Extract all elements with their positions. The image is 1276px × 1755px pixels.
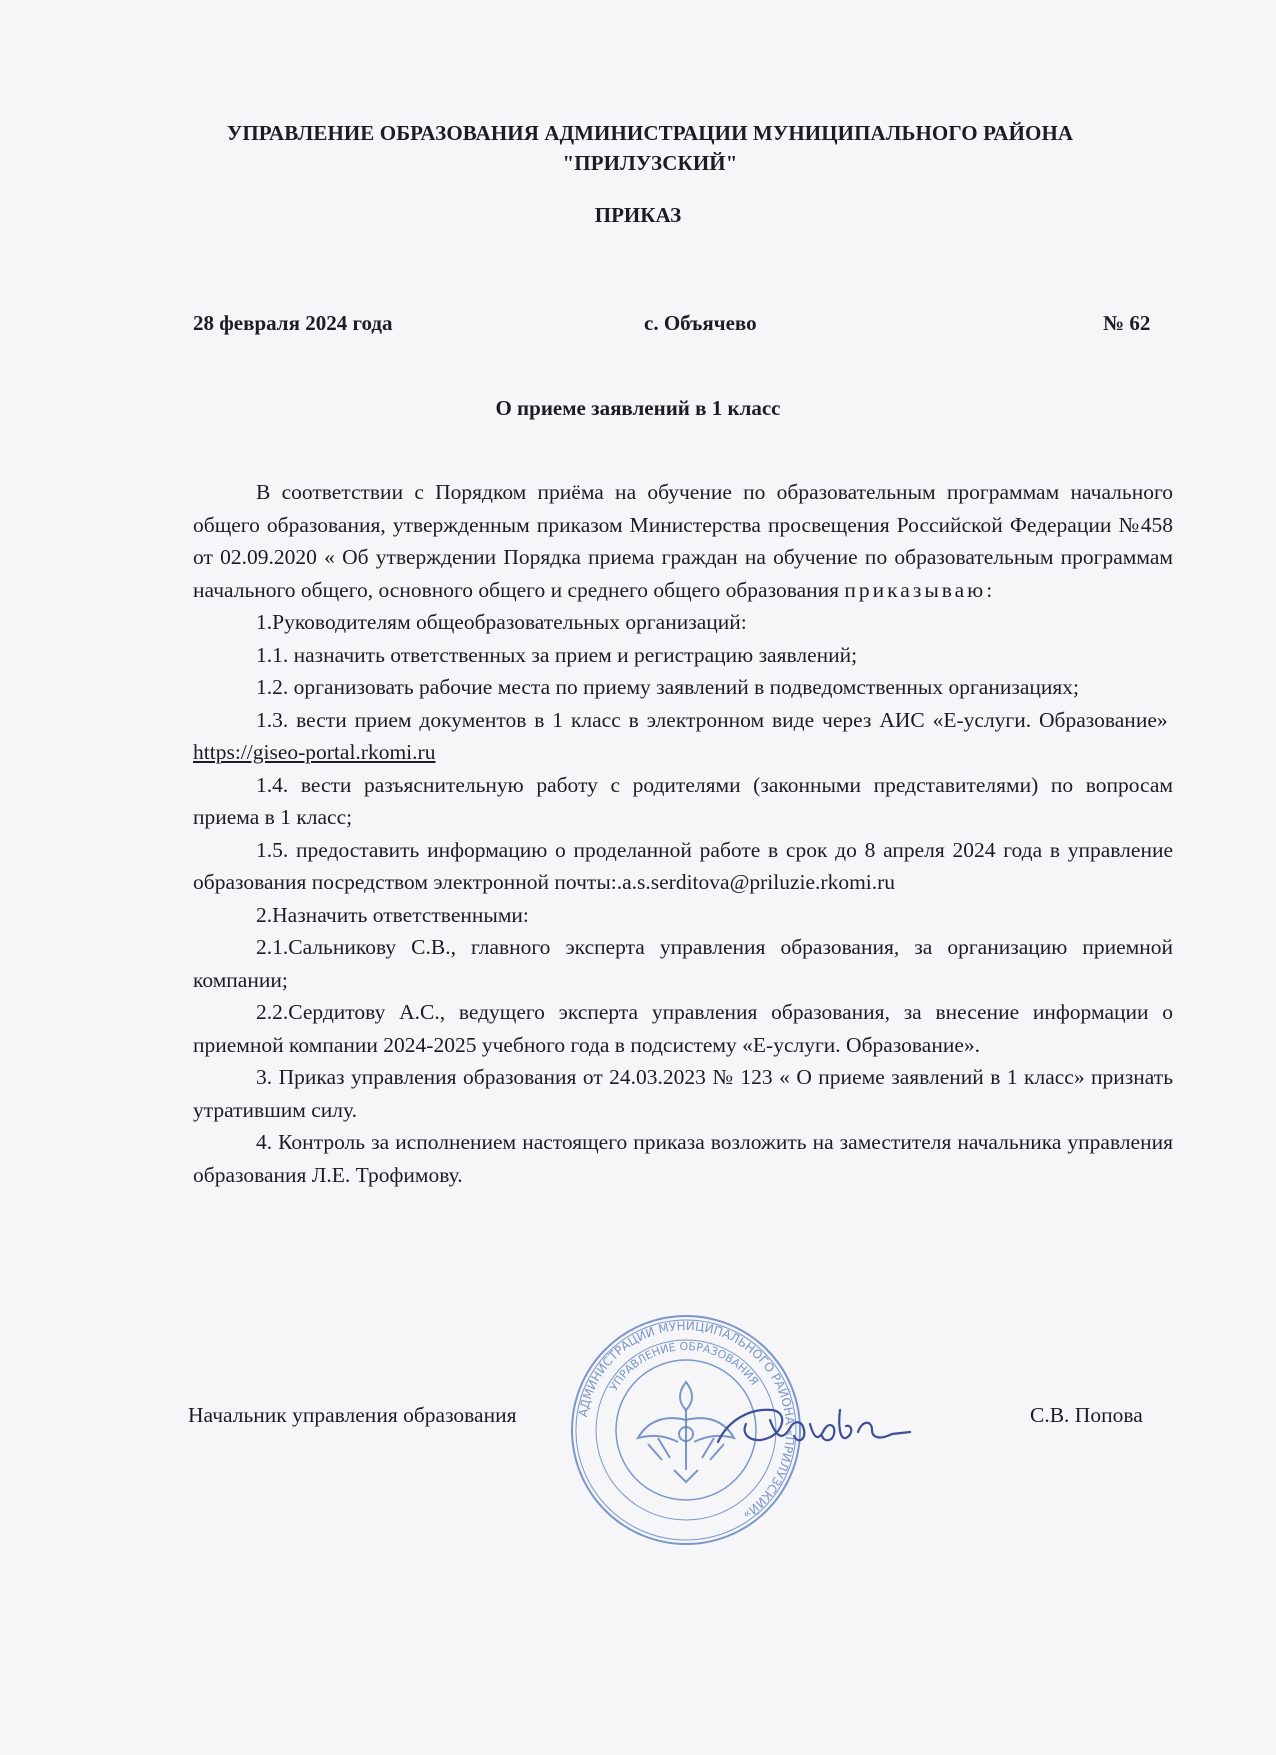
item-2: 2.Назначить ответственными: [256,902,529,927]
item-4: 4. Контроль за исполнением настоящего приказа возложить на заместителя начальника управления образования Л.Е. Трофимову. [193,1130,1173,1187]
item-1: 1.Руководителям общеобразовательных организаций: [256,610,747,634]
issuer-header-line1: УПРАВЛЕНИЕ ОБРАЗОВАНИЯ АДМИНИСТРАЦИИ МУНИЦИПАЛЬНОГО РАЙОНА [226,121,1074,145]
item-1-4: 1.4. вести разъяснительную работу с родителями (законными представителями) по вопросам приема в 1 класс; [193,772,1173,829]
item-1-3-text: 1.3. вести прием документов в 1 класс в электронном виде через АИС «Е-услуги. Образование» [256,707,1168,732]
order-title: ПРИКАЗ [594,203,682,227]
order-subject: О приеме заявлений в 1 класс [495,396,781,420]
item-1-1: 1.1. назначить ответственных за прием и регистрацию заявлений; [256,642,858,667]
intro-text: В соответствии с Порядком приёма на обучение по образовательным программам начального общего образования, утвержденным приказом Министерства просвещения Российской Федерации №458 от 02.09.2020 « Об утверждении Порядка приема граждан на обучение по образовательным программам начального общего, основного общего и среднего общего образования [193,480,1173,602]
handwritten-signature [710,1380,920,1470]
item-1-2: 1.2. организовать рабочие места по приему заявлений в подведомственных организациях; [256,675,1080,699]
signatory-role: Начальник управления образования [188,1403,517,1427]
item-2-1: 2.1.Сальникову С.В., главного эксперта управления образования, за организацию приемной компании; [193,935,1173,992]
item-1-5: 1.5. предоставить информацию о проделанной работе в срок до 8 апреля 2024 года в управление образования посредством электронной почты:.a.s.serditova@priluzie.rkomi.ru [193,837,1173,894]
item-3: 3. Приказ управления образования от 24.03.2023 № 123 « О приеме заявлений в 1 класс» признать утратившим силу. [193,1065,1173,1122]
issuer-header [150,118,1150,178]
portal-link[interactable]: https://giseo-portal.rkomi.ru [193,740,436,764]
order-body [193,476,1173,1191]
order-place: с. Объячево [644,311,757,335]
stamp-outer-text: АДМИНИСТРАЦИИ МУНИЦИПАЛЬНОГО РАЙОНА «ПРИЛУЗСКИЙ» [575,1318,798,1522]
signatory-name: С.В. Попова [1030,1403,1143,1427]
order-number: № 62 [1103,311,1151,335]
stamp-inner-text: УПРАВЛЕНИЕ ОБРАЗОВАНИЯ [607,1339,761,1394]
item-2-2: 2.2.Сердитову А.С., ведущего эксперта управления образования, за внесение информации о приемной компании 2024-2025 учебного года в подсистему «Е-услуги. Образование». [193,1000,1173,1057]
order-date: 28 февраля 2024 года [193,311,393,335]
order-word: приказываю: [844,577,996,602]
intro-paragraph [193,476,1173,606]
issuer-header-line2: "ПРИЛУЗСКИЙ" [562,151,738,175]
item-1-3 [193,704,1173,769]
